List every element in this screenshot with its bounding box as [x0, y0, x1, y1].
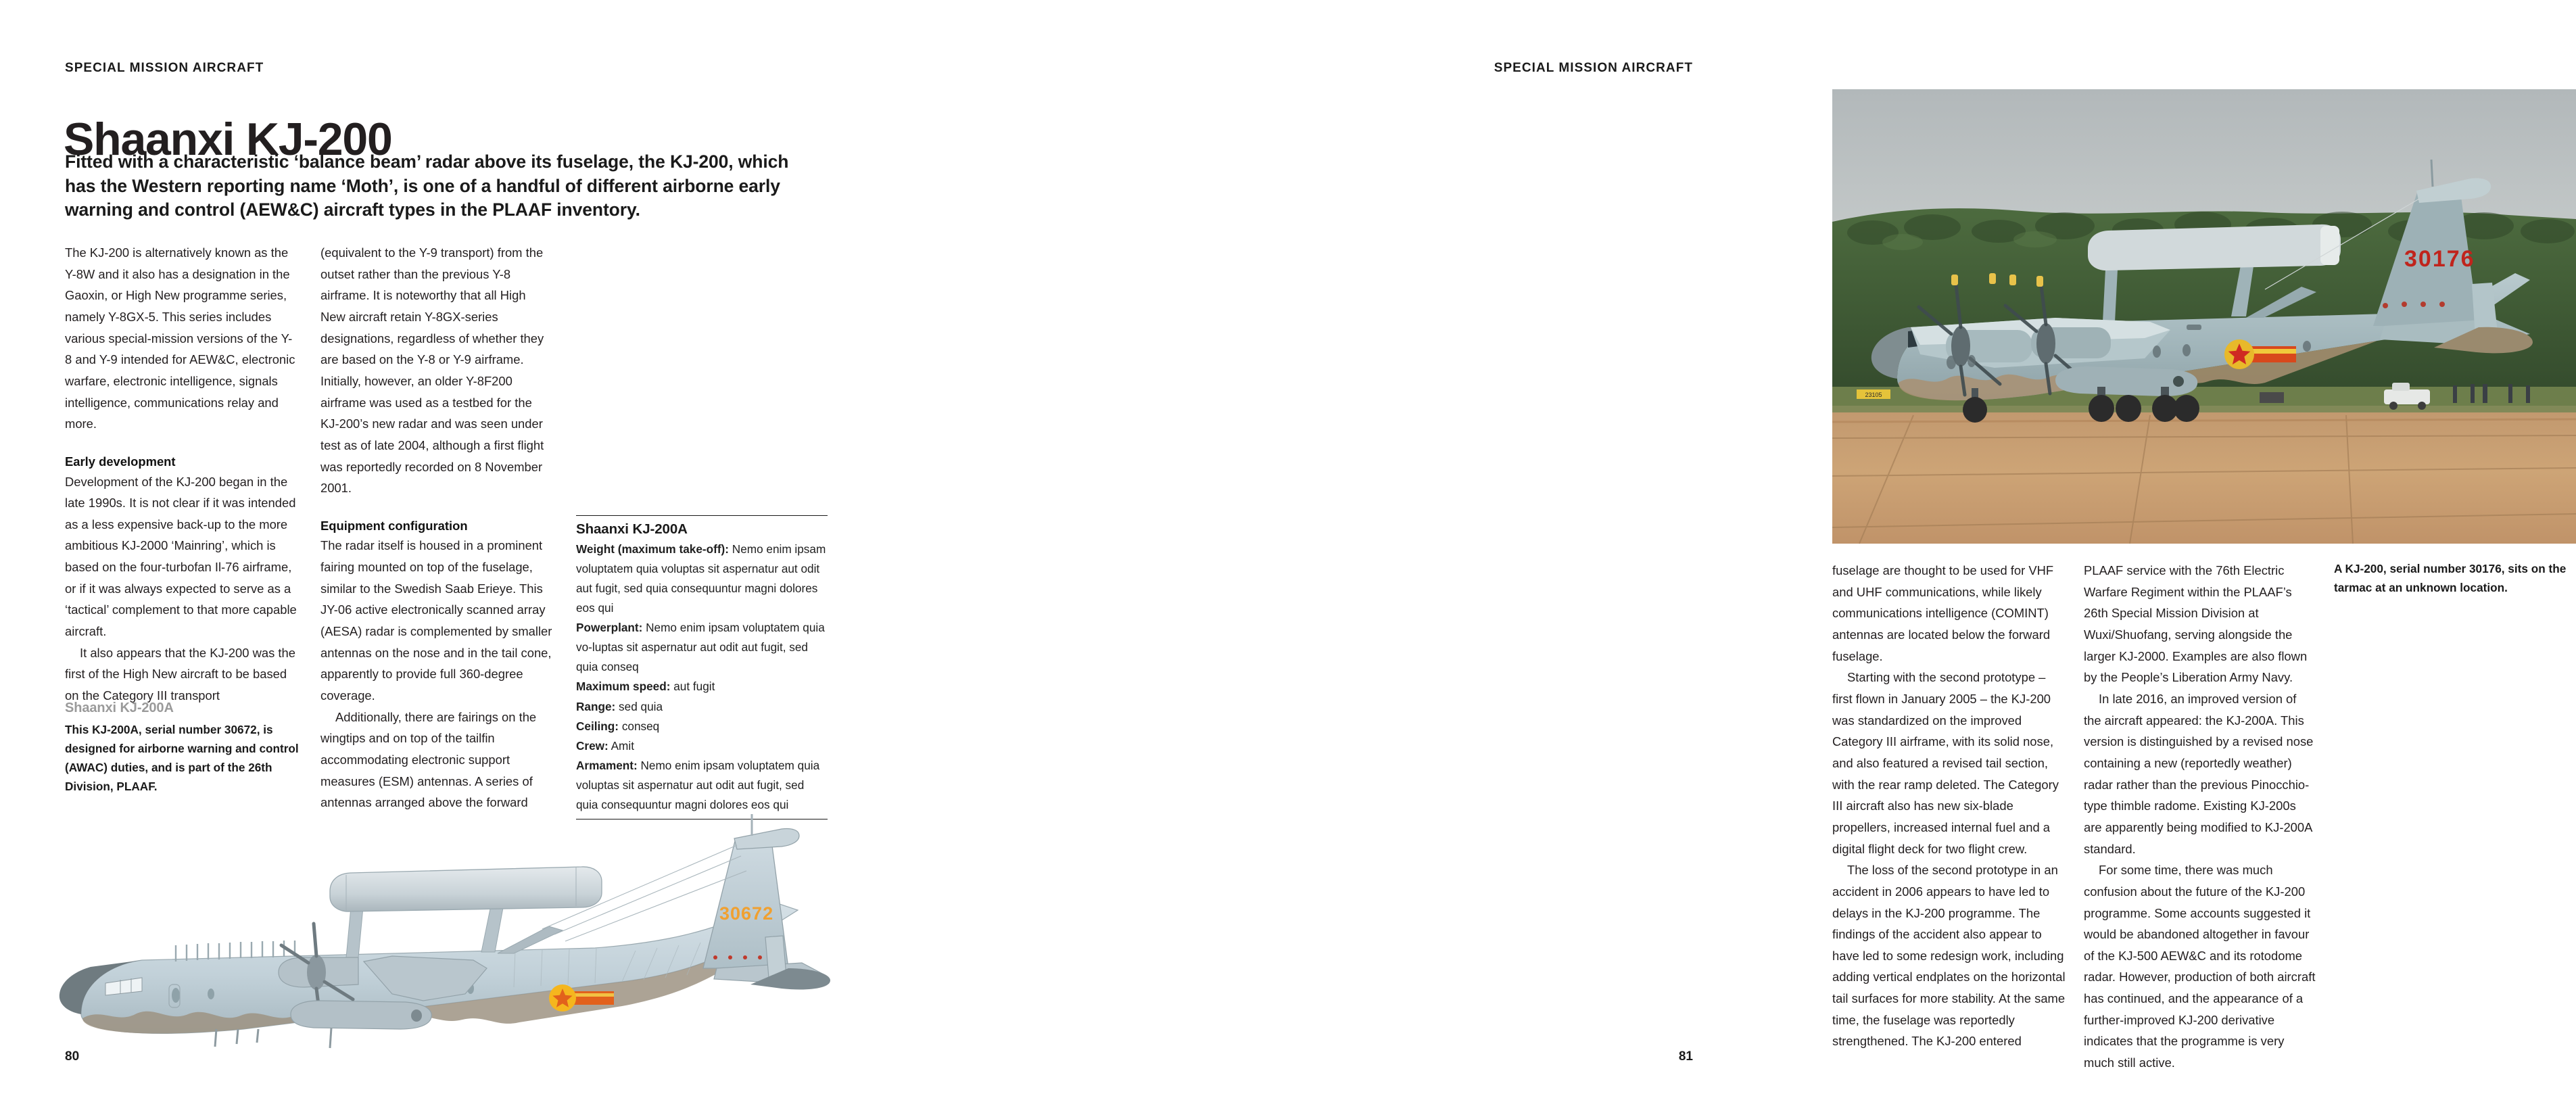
left-page — [0, 0, 879, 1117]
artwork-balance-beam-radar — [330, 867, 602, 911]
page-number-left: 80 — [65, 1049, 80, 1064]
spec-label: Range: — [576, 699, 616, 713]
spec-value: Nemo enim ipsam voluptatem quia voluptas sit aspernatur aut odit aut fugit, sed quia consequuntur magni dolores eos qui — [576, 542, 826, 615]
spec-value: Nemo enim ipsam voluptatem quia voluptas sit aspernatur aut odit aut fugit, sed quia consequuntur magni dolores eos qui — [576, 758, 820, 811]
spec-label: Crew: — [576, 738, 609, 753]
photo-balance-beam-radar — [2088, 224, 2341, 270]
artwork-fin-tip-esm-pod — [734, 828, 799, 849]
artwork-caption-body: This KJ-200A, serial number 30672, is designed for airborne warning and control (AWAC) duties, and is part of the 26th Division, PLAAF. — [65, 723, 299, 793]
paragraph: Starting with the second prototype – first flown in January 2005 – the KJ-200 was standardized on the improved Category III airframe, with its solid nose, and also featured a revised tail section, with the rear ramp deleted. The Category III aircraft also has new six-blade propellers, increased internal fuel and a digital flight deck for two flight crew. — [1832, 670, 2059, 856]
paragraph: (equivalent to the Y-9 transport) from the outset rather than the previous Y-8 airframe. It is noteworthy that all High New aircraft retain Y-8GX-series designations, regardless of whether they are based on the Y-8 or Y-9 airframe. Initially, however, an older Y-8F200 airframe was used as a testbed for the KJ-200’s new radar and was seen under test as of late 2004, although a first flight was reportedly recorded on 8 November 2001. — [320, 245, 544, 496]
body-column-2 — [320, 242, 554, 813]
standfirst-intro: Fitted with a characteristic ‘balance beam’ radar above its fuselage, the KJ-200, which has the Western reporting name ‘Moth’, is one of a handful of different airborne early warning and control (AEW&C) aircraft types in the PLAAF inventory. — [65, 151, 789, 220]
kj-200-photograph — [1832, 89, 2576, 544]
spec-row — [576, 717, 828, 736]
paragraph: PLAAF service with the 76th Electric Warfare Regiment within the PLAAF’s 26th Special Mission Division at Wuxi/Shuofang, serving alongside the larger KJ-2000. Examples are also flown by the People’s Liberation Army Navy. — [2084, 563, 2308, 685]
body-column-3 — [1832, 560, 2066, 1052]
paragraph: Development of the KJ-200 began in the late 1990s. It is not clear if it was intended as a less expensive back-up to the more ambitious KJ-2000 ‘Mainring’, which is based on the four-turbofan Il-76 airframe, or if it was always expected to serve as a ‘tactical’ complement to that more capable aircraft. — [65, 474, 297, 639]
running-head-left: SPECIAL MISSION AIRCRAFT — [65, 61, 264, 75]
photo-fairing-sensor — [2173, 376, 2184, 387]
paragraph: fuselage are thought to be used for VHF and UHF communications, while likely communications intelligence (COMINT) antennas are located below the forward fuselage. — [1832, 563, 2054, 663]
spec-value: conseq — [621, 719, 660, 733]
artwork-caption-block — [65, 700, 303, 796]
paragraph: The KJ-200 is alternatively known as the Y-8W and it also has a designation in the Gaoxin, or High New programme series, namely Y-8GX-5. This series includes various special-mission versions of the Y-8 and Y-9 intended for AEW&C, electronic warfare, electronic intelligence, signals intelligence, communications relay and more. — [65, 245, 295, 431]
spec-row — [576, 736, 828, 756]
photo-beam-end-cap — [2320, 226, 2339, 265]
paragraph: The loss of the second prototype in an accident in 2006 appears to have led to delays in the KJ-200 programme. The findings of the accident also appear to have led to some redesign work, including adding vertical endplates on the horizontal tail surfaces for more stability. At the same time, the fuselage was reportedly strengthened. The KJ-200 entered — [1832, 863, 2066, 1049]
specification-box — [576, 515, 828, 819]
spec-value: Nemo enim ipsam voluptatem quia vo-luptas sit aspernatur aut odit aut fugit, sed quia conseq — [576, 621, 825, 674]
body-column-4 — [2084, 560, 2317, 1074]
spec-value: Amit — [611, 738, 634, 753]
spec-label: Ceiling: — [576, 719, 619, 733]
spec-row — [576, 540, 828, 618]
aircraft-profile-artwork — [41, 791, 852, 1062]
photo-ground-equipment — [2260, 392, 2284, 403]
page-number-right: 81 — [1678, 1049, 1693, 1064]
subheading-equipment-configuration: Equipment configuration — [320, 518, 468, 533]
page-title: Shaanxi KJ-200 — [64, 113, 392, 165]
running-head-right: SPECIAL MISSION AIRCRAFT — [1494, 61, 1693, 75]
photo-tarmac — [1832, 412, 2576, 544]
body-column-1 — [65, 242, 298, 707]
spec-label: Powerplant: — [576, 621, 643, 635]
artwork-fairing-sensor — [411, 1009, 422, 1022]
artwork-propeller-spinner — [307, 955, 326, 990]
artwork-caption-heading: Shaanxi KJ-200A — [65, 700, 174, 715]
spec-value: sed quia — [619, 699, 663, 713]
specbox-rows — [576, 540, 828, 815]
photo-tail-serial: 30176 — [2404, 246, 2475, 272]
spec-row — [576, 697, 828, 717]
photo-taxiway-sign — [1857, 389, 1890, 399]
specbox-top-rule — [576, 515, 828, 516]
photo-fin-mast — [2431, 160, 2433, 187]
spec-label: Weight (maximum take-off): — [576, 542, 729, 556]
spec-label: Armament: — [576, 758, 638, 772]
paragraph: It also appears that the KJ-200 was the first of the High New aircraft to be based on the Category III transport — [65, 645, 295, 703]
specbox-title: Shaanxi KJ-200A — [576, 521, 688, 537]
spec-row — [576, 677, 828, 696]
spec-row — [576, 618, 828, 677]
subheading-early-development: Early development — [65, 454, 176, 469]
paragraph: Additionally, there are fairings on the wingtips and on top of the tailfin accommodating electronic support measures (ESM) antennas. A series of antennas arranged above the forward — [320, 709, 537, 810]
paragraph: For some time, there was much confusion about the future of the KJ-200 programme. Some accounts suggested it would be abandoned altogether in favour of the KJ-500 AEW&C and its rotodome radar. However, production of both aircraft has continued, and the appearance of a further-improved KJ-200 derivative indicates that the programme is very much still active. — [2084, 863, 2316, 1070]
right-page — [879, 0, 2567, 1117]
svg-text:23105: 23105 — [1865, 391, 1882, 398]
artwork-ventral-blade-antennas — [215, 1028, 331, 1048]
photo-caption: A KJ-200, serial number 30176, sits on the tarmac at an unknown location. — [2334, 562, 2567, 594]
spec-value: aut fugit — [673, 680, 715, 694]
paragraph: The radar itself is housed in a prominent fairing mounted on top of the fuselage, similar to the Swedish Saab Erieye. This JY-06 active electronically scanned array (AESA) radar is complemented by smaller antennas on the nose and in the tail cone, apparently to provide full 360-degree coverage. — [320, 538, 552, 703]
spec-label: Maximum speed: — [576, 680, 671, 694]
paragraph: In late 2016, an improved version of the aircraft appeared: the KJ-200A. This version is distinguished by a revised nose containing a new (reportedly weather) radar rather than the previous Pinocchio-type thimble radome. Existing KJ-200s are apparently being modified to KJ-200A standard. — [2084, 691, 2314, 856]
artwork-tail-serial: 30672 — [719, 903, 774, 924]
artwork-ventral-fairing — [291, 1001, 431, 1029]
